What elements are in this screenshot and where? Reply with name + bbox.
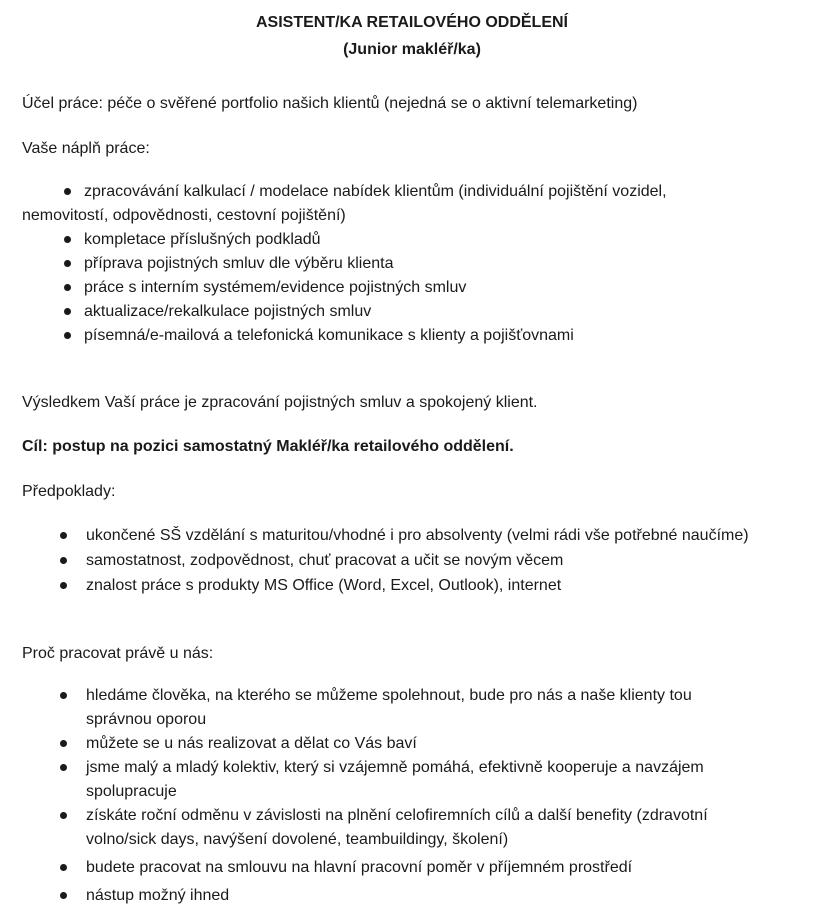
bullet-icon [60, 582, 67, 589]
list-item-text: příprava pojistných smluv dle výběru klienta [84, 255, 394, 272]
bullet-icon [60, 892, 67, 899]
bullet-icon [64, 332, 71, 339]
list-item [60, 276, 800, 300]
list-item-text-cont: správnou oporou [86, 711, 207, 728]
bullet-icon [64, 260, 71, 267]
list-item-text: můžete se u nás realizovat a dělat co Vás baví [86, 735, 417, 752]
list-item-text: ukončené SŠ vzdělání s maturitou/vhodné i pro absolventy (velmi rádi vše potřebné naučíme) [86, 527, 749, 544]
goal-paragraph: Cíl: postup na pozici samostatný Makléř/ka retailového oddělení. [22, 438, 514, 455]
bullet-icon [60, 740, 67, 747]
bullet-icon [64, 308, 71, 315]
list-item-text: nástup možný ihned [86, 887, 230, 904]
requirements-list [58, 523, 818, 598]
list-item-text: kompletace příslušných podkladů [84, 231, 321, 248]
list-item-text: samostatnost, zodpovědnost, chuť pracovat a učit se novým věcem [86, 552, 564, 569]
bullet-icon [64, 284, 71, 291]
list-item [58, 732, 818, 756]
bullet-icon [60, 557, 67, 564]
bullet-icon [60, 692, 67, 699]
requirements-heading: Předpoklady: [22, 483, 116, 500]
list-item [58, 856, 818, 880]
document-subtitle: (Junior makléř/ka) [343, 41, 481, 58]
list-item [60, 300, 800, 324]
list-item [60, 180, 800, 204]
list-item [60, 324, 800, 348]
list-item [58, 523, 818, 548]
list-item-continuation [22, 204, 800, 228]
list-item-text: práce s interním systémem/evidence pojistných smluv [84, 279, 467, 296]
list-item-text: jsme malý a mladý kolektiv, který si vzájemně pomáhá, efektivně kooperuje a navzájem [86, 759, 704, 776]
result-paragraph: Výsledkem Vaší práce je zpracování pojistných smluv a spokojený klient. [22, 394, 538, 411]
list-item [58, 804, 818, 852]
list-item-text: získáte roční odměnu v závislosti na plnění celofiremních cílů a další benefity (zdravotní [86, 807, 708, 824]
list-item-text: zpracovávání kalkulací / modelace nabídek klientům (individuální pojištění vozidel, [84, 183, 667, 200]
bullet-icon [64, 236, 71, 243]
bullet-icon [60, 812, 67, 819]
list-item [60, 252, 800, 276]
why-heading: Proč pracovat právě u nás: [22, 645, 214, 662]
list-item [60, 228, 800, 252]
list-item [58, 573, 818, 598]
purpose-paragraph: Účel práce: péče o svěřené portfolio našich klientů (nejedná se o aktivní telemarketing) [22, 95, 638, 112]
bullet-icon [60, 764, 67, 771]
list-item-text: znalost práce s produkty MS Office (Word, Excel, Outlook), internet [86, 577, 562, 594]
bullet-icon [60, 864, 67, 871]
list-item-text-cont: volno/sick days, navýšení dovolené, teambuildingy, školení) [86, 831, 509, 848]
list-item [58, 756, 818, 804]
list-item-text: budete pracovat na smlouvu na hlavní pracovní poměr v příjemném prostředí [86, 859, 633, 876]
list-item [58, 548, 818, 573]
list-item-text-cont: spolupracuje [86, 783, 177, 800]
duties-heading: Vaše náplň práce: [22, 140, 150, 157]
list-item-text: hledáme člověka, na kterého se můžeme spolehnout, bude pro nás a naše klienty tou [86, 687, 692, 704]
document-title: ASISTENT/KA RETAILOVÉHO ODDĚLENÍ [255, 14, 568, 31]
list-item [58, 684, 818, 732]
list-item [58, 884, 818, 908]
list-item-text: aktualizace/rekalkulace pojistných smluv [84, 303, 372, 320]
list-item-text: písemná/e-mailová a telefonická komunikace s klienty a pojišťovnami [84, 327, 574, 344]
why-list [58, 684, 818, 908]
list-item-text: nemovitostí, odpovědnosti, cestovní pojištění) [22, 207, 346, 224]
bullet-icon [64, 188, 71, 195]
bullet-icon [60, 532, 67, 539]
duties-list [22, 180, 800, 348]
